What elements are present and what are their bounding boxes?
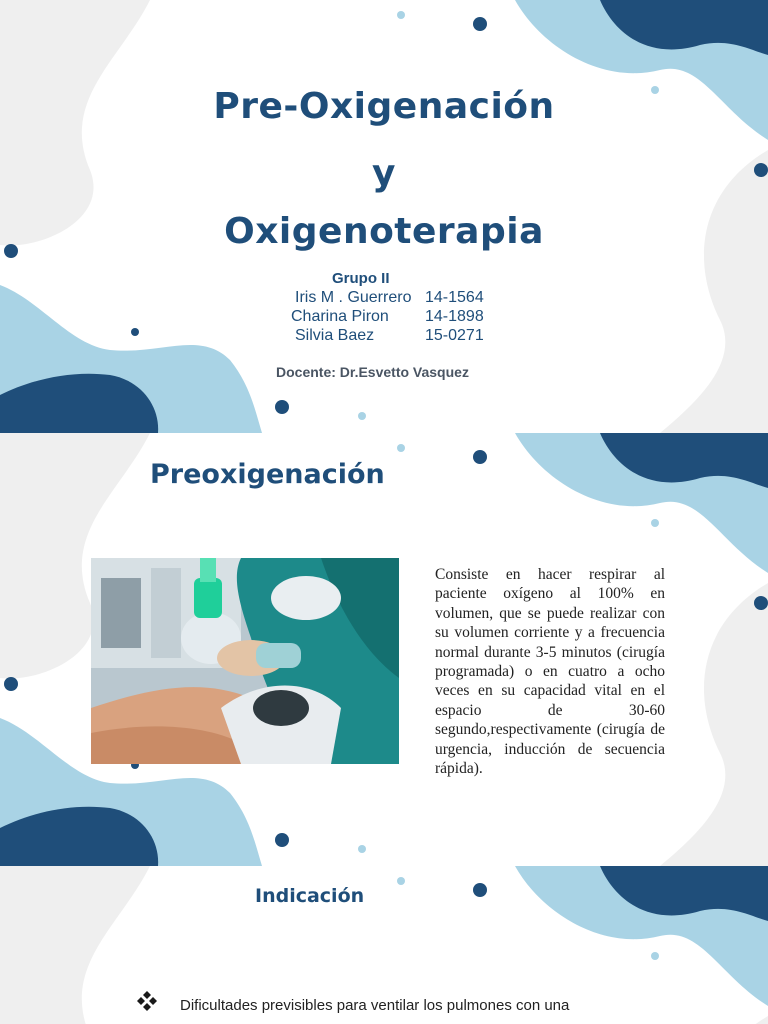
indication-bullet-text: Dificultades previsibles para ventilar los pulmones con una: [180, 997, 570, 1014]
member-id: 14-1564: [425, 289, 484, 306]
group-title: Grupo II: [332, 270, 390, 287]
title-line-1: Pre-Oxigenación: [213, 86, 555, 127]
four-diamond-bullet-icon: [137, 991, 157, 1011]
member-id: 15-0271: [425, 327, 484, 344]
section-title: Preoxigenación: [150, 459, 385, 490]
member-name: Iris M . Guerrero: [295, 289, 412, 306]
preoxigenacion-description: Consiste en hacer respirar al paciente oxígeno al 100% en volumen, que se puede realizar con su volumen corriente y a frecuencia normal durante 3-5 minutos (cirugía programada) o en cuatro a ocho veces en su capacidad vital en el espacio de 30-60 segundo,respectivamente (cirugía de urgencia, inducción de secuencia rápida).: [435, 566, 665, 778]
member-name: Charina Piron: [291, 308, 389, 325]
title-line-3: Oxigenoterapia: [224, 211, 544, 252]
title-line-2: y: [372, 153, 396, 194]
member-id: 14-1898: [425, 308, 484, 325]
slide-title: [0, 0, 768, 433]
slide-indicacion: [0, 866, 768, 1024]
member-name: Silvia Baez: [295, 327, 375, 344]
oxygen-mask-photo: [91, 558, 399, 764]
docente-label: Docente: Dr.Esvetto Vasquez: [276, 364, 469, 380]
slide-preoxigenacion: [0, 433, 768, 866]
section-title: Indicación: [255, 885, 365, 907]
